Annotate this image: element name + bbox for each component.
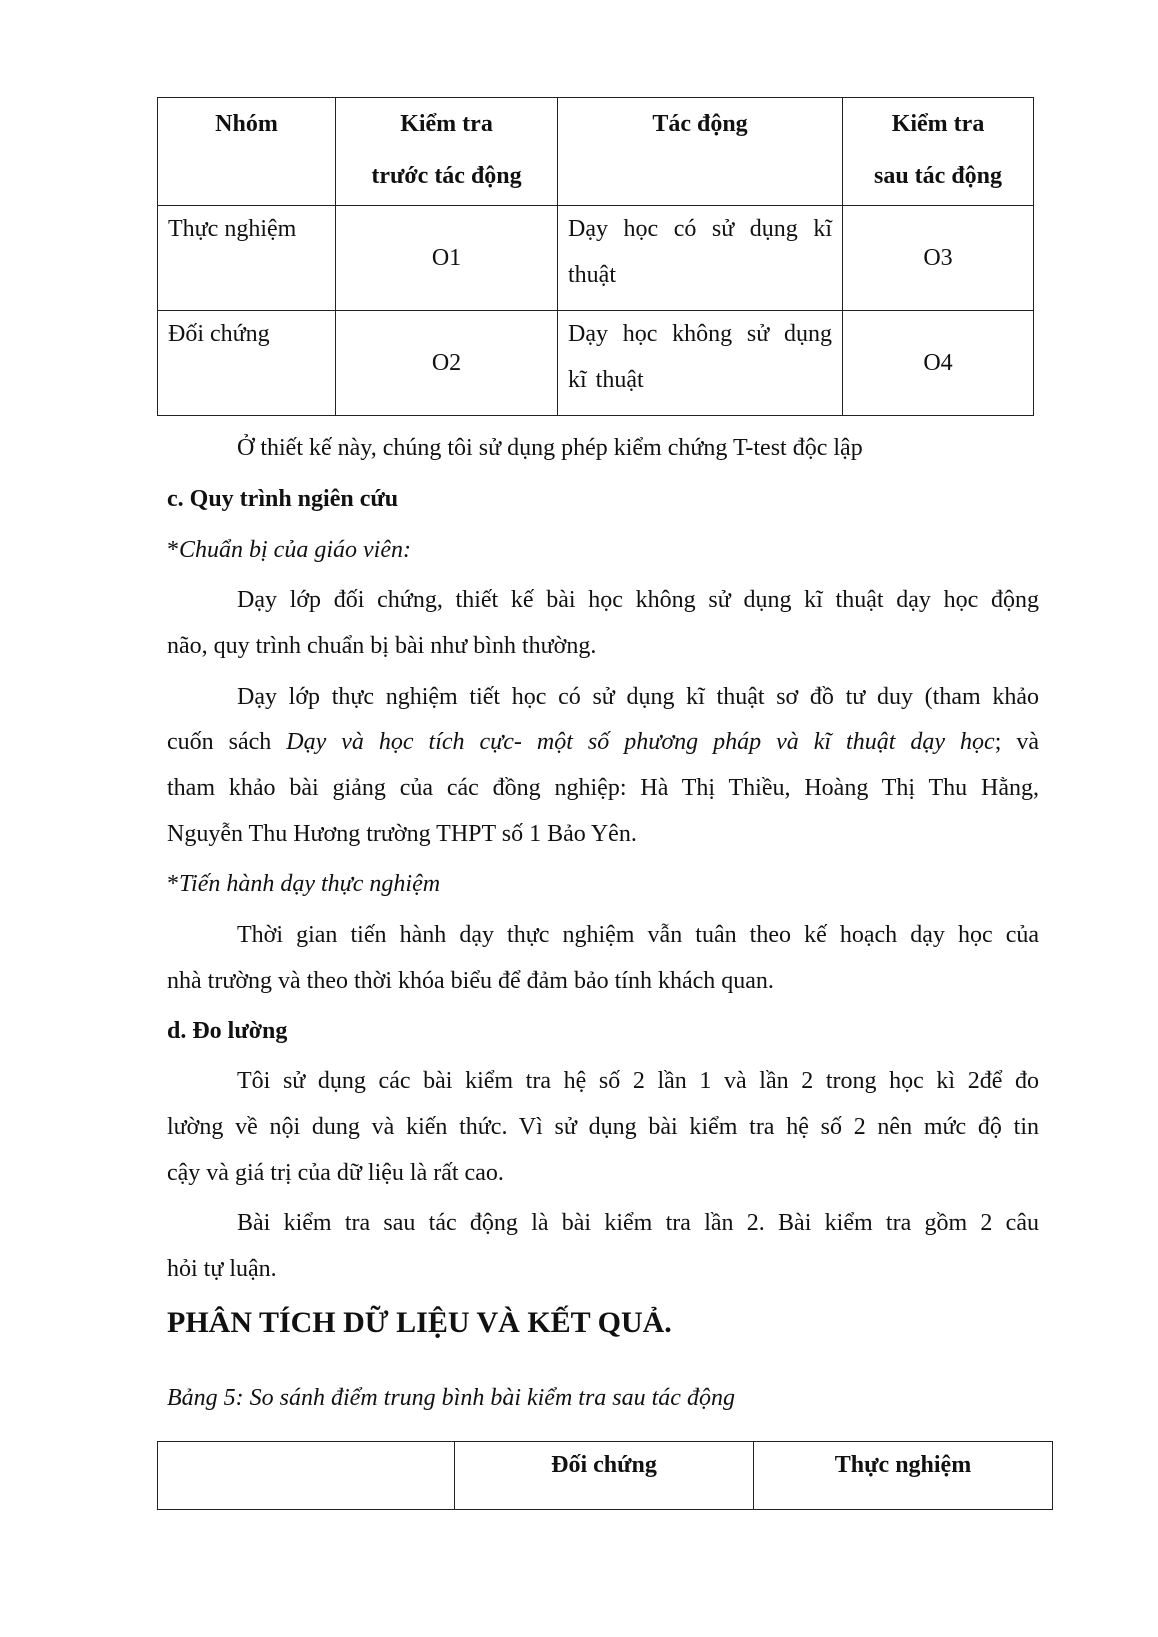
paragraph-line: Tôi sử dụng các bài kiểm tra hệ số 2 lần 1 và lần 2 trong học kì 2để đo xyxy=(237,1068,1039,1094)
paragraph-line: cuốn sách Dạy và học tích cực- một số phương pháp và kĩ thuật dạy học; và xyxy=(167,729,1039,755)
cell-pretest: O2 xyxy=(336,311,558,416)
paragraph-line: Dạy lớp đối chứng, thiết kế bài học không sử dụng kĩ thuật dạy học động xyxy=(237,587,1039,613)
table5-caption: Bảng 5: So sánh điểm trung bình bài kiểm tra sau tác động xyxy=(167,1385,735,1411)
paragraph-line: hỏi tự luận. xyxy=(167,1256,277,1282)
cell-group: Thực nghiệm xyxy=(158,206,336,311)
table-row xyxy=(158,206,1034,311)
table-header-row xyxy=(158,98,1034,206)
table-row xyxy=(158,311,1034,416)
header-experimental: Thực nghiệm xyxy=(754,1442,1053,1510)
comparison-table xyxy=(157,1441,1053,1510)
paragraph-line: nhà trường và theo thời khóa biểu để đảm bảo tính khách quan. xyxy=(167,968,774,994)
paragraph-line: tham khảo bài giảng của các đồng nghiệp: Hà Thị Thiều, Hoàng Thị Thu Hằng, xyxy=(167,775,1039,801)
cell-posttest: O4 xyxy=(843,311,1034,416)
header-treatment: Tác động xyxy=(558,98,843,206)
header-group: Nhóm xyxy=(158,98,336,206)
paragraph-line: não, quy trình chuẩn bị bài như bình thường. xyxy=(167,633,597,659)
experiment-label: *Tiến hành dạy thực nghiệm xyxy=(167,871,441,897)
paragraph-line: Bài kiểm tra sau tác động là bài kiểm tra lần 2. Bài kiểm tra gồm 2 câu xyxy=(237,1210,1039,1236)
cell-treatment: Dạy học có sử dụng kĩ thuật xyxy=(558,206,843,311)
paragraph-line: Thời gian tiến hành dạy thực nghiệm vẫn tuân theo kế hoạch dạy học của xyxy=(237,922,1039,948)
cell-treatment: Dạy học không sử dụng kĩ thuật xyxy=(558,311,843,416)
cell-posttest: O3 xyxy=(843,206,1034,311)
book-title: Dạy và học tích cực- một số phương pháp và kĩ thuật dạy học xyxy=(286,729,995,755)
table-header-row xyxy=(158,1442,1053,1510)
paragraph-line: cậy và giá trị của dữ liệu là rất cao. xyxy=(167,1160,504,1186)
paragraph-line: Nguyễn Thu Hương trường THPT số 1 Bảo Yên. xyxy=(167,821,637,847)
section-heading-c: c. Quy trình ngiên cứu xyxy=(167,486,399,512)
header-pretest: Kiểm tra trước tác động xyxy=(336,98,558,206)
header-control: Đối chứng xyxy=(455,1442,754,1510)
main-heading: PHÂN TÍCH DỮ LIỆU VÀ KẾT QUẢ. xyxy=(167,1306,672,1339)
paragraph-line: lường về nội dung và kiến thức. Vì sử dụng bài kiểm tra hệ số 2 nên mức độ tin xyxy=(167,1114,1039,1140)
section-heading-d: d. Đo lường xyxy=(167,1018,288,1044)
paragraph-line: Dạy lớp thực nghiệm tiết học có sử dụng kĩ thuật sơ đồ tư duy (tham khảo xyxy=(237,684,1039,710)
cell-group: Đối chứng xyxy=(158,311,336,416)
ttest-sentence: Ở thiết kế này, chúng tôi sử dụng phép kiểm chứng T-test độc lập xyxy=(237,435,863,461)
teacher-prep-label: *Chuẩn bị của giáo viên: xyxy=(167,537,411,563)
header-empty xyxy=(158,1442,455,1510)
header-posttest: Kiểm tra sau tác động xyxy=(843,98,1034,206)
cell-pretest: O1 xyxy=(336,206,558,311)
research-design-table xyxy=(157,97,1034,416)
